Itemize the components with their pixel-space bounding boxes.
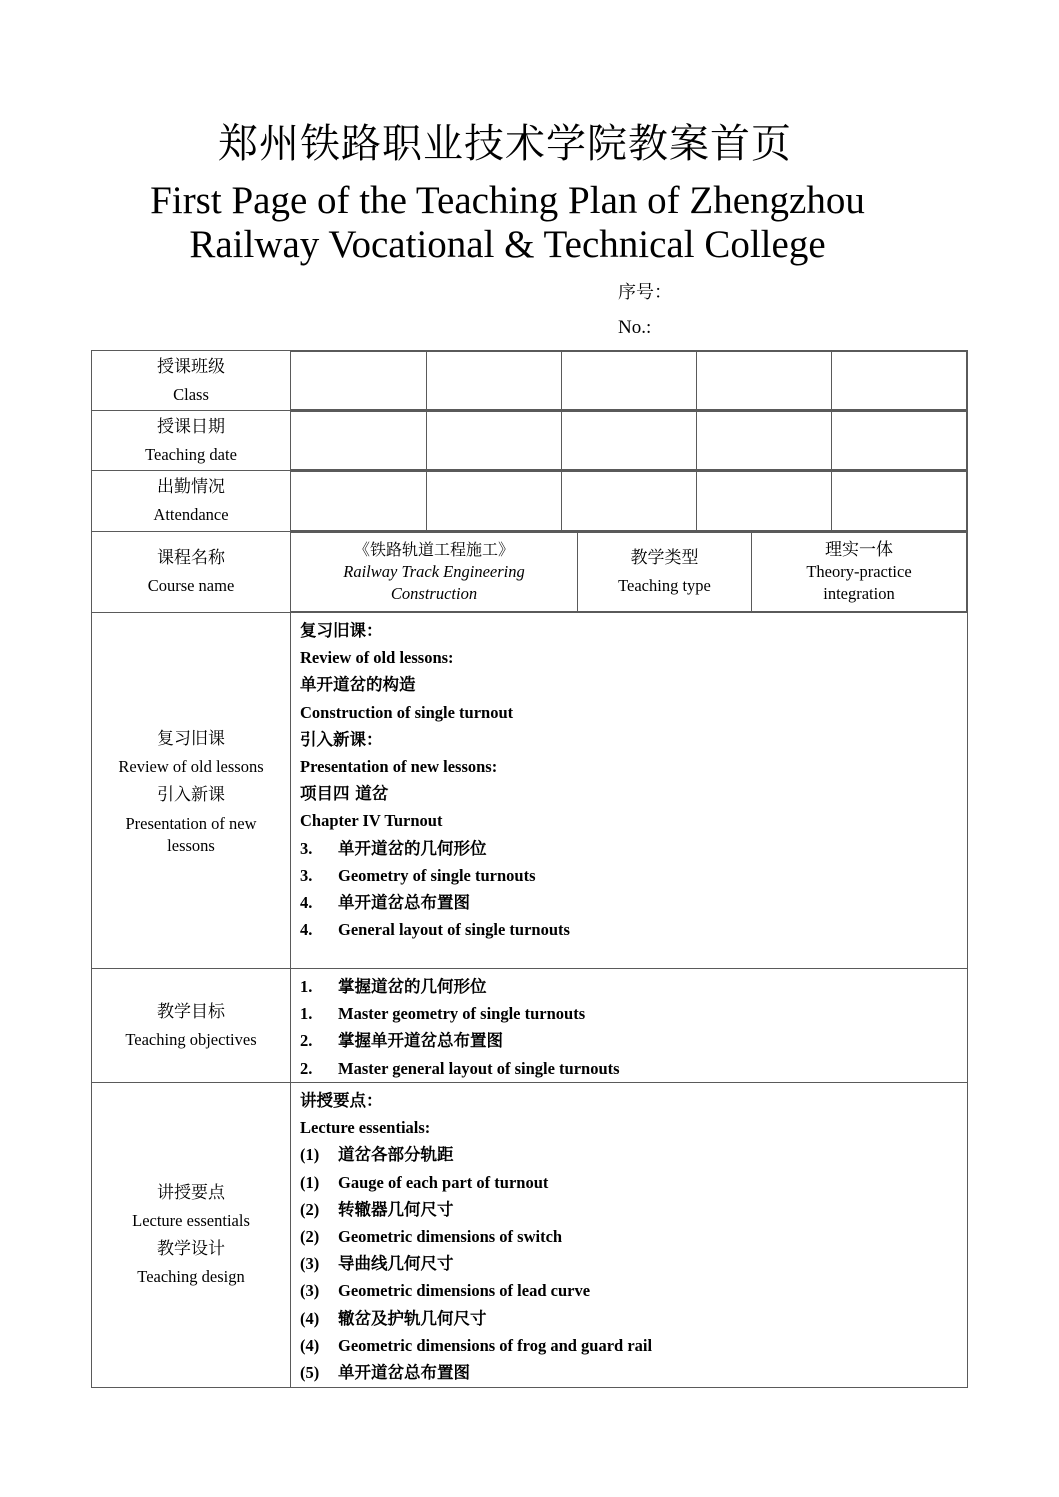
objectives-content[interactable] [291,969,968,1083]
lecture-line [300,1087,967,1114]
class-row [92,351,968,411]
review-line-number: 3. [300,838,313,858]
objectives-label-cn: 教学目标 [157,1001,225,1022]
review-line [300,617,967,644]
teaching-type-label-en: Teaching type [618,576,711,595]
review-line-text: 项目四 道岔 [300,784,389,804]
lecture-line [300,1332,967,1359]
attendance-row [92,471,968,532]
lecture-label-en-2: Teaching design [137,1267,245,1286]
review-line-number: 3. [300,865,313,885]
date-cell-3[interactable] [561,412,696,470]
review-line-text: Chapter IV Turnout [300,811,443,831]
class-cell-2[interactable] [426,352,561,410]
date-label-cn: 授课日期 [157,416,225,437]
lecture-line [300,1196,967,1223]
lecture-line [300,1305,967,1332]
teaching-type-cn: 理实一体 [825,540,893,560]
serial-label-en: No.: [618,317,652,338]
teaching-type-value [752,533,967,612]
objective-line-number: 2. [300,1058,313,1078]
date-cell-2[interactable] [426,412,561,470]
teaching-type-en-2: integration [823,584,895,603]
lecture-line-number: (2) [300,1226,320,1246]
lecture-line-text: Gauge of each part of turnout [338,1172,549,1192]
attendance-label-en: Attendance [153,505,229,524]
review-line-text: General layout of single turnouts [338,920,570,940]
lecture-line-number: (4) [300,1335,320,1355]
date-cell-4[interactable] [696,412,831,470]
review-label-cn-1: 复习旧课 [157,728,225,749]
lecture-line-number: (3) [300,1281,320,1301]
teaching-plan-table [91,350,968,1388]
objective-line-text: 掌握道岔的几何形位 [338,977,487,996]
review-line-text: Review of old lessons: [300,648,454,668]
objectives-label [92,969,291,1083]
objective-line-number: 2. [300,1031,313,1051]
course-name-value [291,533,578,612]
lecture-line-number: (1) [300,1145,320,1165]
review-label-en-2a: Presentation of new [125,813,257,833]
lecture-line-text: Geometric dimensions of frog and guard rail [338,1335,653,1355]
review-line [300,889,967,916]
page-title-en-line2: Railway Vocational & Technical College [189,223,826,266]
class-label-en: Class [173,384,209,404]
lecture-line-text: 道岔各部分轨距 [338,1145,454,1165]
attendance-label-cn: 出勤情况 [157,477,225,497]
review-label-cn-2: 引入新课 [157,784,225,805]
lecture-label-cn-2: 教学设计 [157,1239,225,1259]
lecture-line [300,1223,967,1250]
class-cell-1[interactable] [291,352,426,410]
date-label-en: Teaching date [145,444,237,464]
date-cells [291,411,968,471]
review-line [300,916,967,943]
class-label-cn: 授课班级 [157,356,225,377]
attendance-cell-5[interactable] [831,472,966,531]
objectives-row [92,969,968,1083]
date-cell-1[interactable] [291,412,426,470]
attendance-cells [291,471,968,532]
objective-line-number: 1. [300,1004,313,1024]
serial-label-cn: 序号： [618,282,672,303]
lecture-line-text: Geometric dimensions of lead curve [338,1281,591,1301]
course-name-label [92,532,291,613]
review-line [300,644,967,671]
review-line-text: Construction of single turnout [300,702,514,722]
review-line-text: 引入新课： [300,729,383,749]
lecture-label-en-1: Lecture essentials [132,1211,250,1230]
lecture-line [300,1141,967,1168]
teaching-type-en-1: Theory-practice [806,562,912,581]
lecture-line-text: 单开道岔总布置图 [338,1362,470,1382]
lecture-line [300,1114,967,1141]
teaching-type-label-cn: 教学类型 [630,548,699,568]
course-name-en-2: Construction [390,584,478,603]
class-cell-5[interactable] [831,352,966,410]
lecture-line [300,1359,967,1386]
class-cell-3[interactable] [561,352,696,410]
objective-line [300,973,967,1000]
page-title-en-line1: First Page of the Teaching Plan of Zhengzhou [150,179,865,222]
review-line [300,780,967,807]
review-line-number: 4. [300,892,313,912]
teaching-type-label [578,533,752,612]
lecture-line-text: 讲授要点： [300,1091,383,1110]
lecture-label-cn-1: 讲授要点 [157,1183,225,1203]
class-cell-4[interactable] [696,352,831,410]
objective-line-text: Master general layout of single turnouts [338,1058,620,1078]
review-content[interactable] [291,613,968,969]
review-line [300,726,967,753]
review-line [300,671,967,698]
lecture-line [300,1169,967,1196]
review-label-en-2b: lessons [167,835,215,855]
objective-line-text: Master geometry of single turnouts [338,1004,586,1024]
review-label [92,613,291,969]
review-line [300,699,967,726]
review-line-text: Presentation of new lessons: [300,756,498,776]
lecture-content[interactable] [291,1083,968,1388]
attendance-label [92,471,291,532]
lecture-line-text: Geometric dimensions of switch [338,1226,563,1246]
review-line-text: 复习旧课： [300,621,383,640]
review-line [300,753,967,780]
attendance-cell-3[interactable] [561,472,696,531]
lecture-line [300,1277,967,1304]
review-line-text: 单开道岔的构造 [300,675,416,695]
objective-line [300,1027,967,1054]
review-line [300,862,967,889]
lecture-line-number: (1) [300,1172,320,1192]
attendance-cell-1[interactable] [291,472,426,531]
review-line [300,835,967,862]
course-name-en-1: Railway Track Engineering [343,562,525,581]
lecture-line-text: 转辙器几何尺寸 [338,1199,454,1219]
objective-line-text: 掌握单开道岔总布置图 [338,1031,503,1051]
review-line-number: 4. [300,920,313,940]
review-line [300,807,967,834]
lecture-line-number: (5) [300,1362,320,1382]
attendance-cell-4[interactable] [696,472,831,531]
review-line-text: 单开道岔的几何形位 [338,838,487,858]
review-row [92,613,968,969]
course-name-label-cn: 课程名称 [157,548,225,568]
lecture-line-text: Lecture essentials: [300,1118,431,1138]
objectives-label-en: Teaching objectives [125,1029,257,1049]
lecture-label [92,1083,291,1388]
date-label [92,411,291,471]
lecture-line-text: 辙岔及护轨几何尺寸 [338,1308,487,1328]
page-title-cn: 郑州铁路职业技术学院教案首页 [218,121,792,167]
lecture-line-number: (2) [300,1199,320,1219]
review-line-text: Geometry of single turnouts [338,865,536,885]
course-row [92,532,968,613]
class-cells [291,351,968,411]
lecture-line-number: (4) [300,1308,320,1328]
lecture-line [300,1250,967,1277]
objective-line [300,1000,967,1027]
course-name-cn: 《铁路轨道工程施工》 [353,540,514,559]
attendance-cell-2[interactable] [426,472,561,531]
lecture-line-number: (3) [300,1254,320,1274]
review-line-text: 单开道岔总布置图 [338,892,470,912]
course-cells [291,532,968,613]
lecture-row [92,1083,968,1388]
date-row [92,411,968,471]
lecture-line-text: 导曲线几何尺寸 [338,1254,454,1274]
objective-line [300,1055,967,1082]
objective-line-number: 1. [300,977,313,996]
class-label [92,351,291,411]
review-label-en-1: Review of old lessons [118,756,264,776]
date-cell-5[interactable] [831,412,966,470]
course-name-label-en: Course name [147,576,235,595]
